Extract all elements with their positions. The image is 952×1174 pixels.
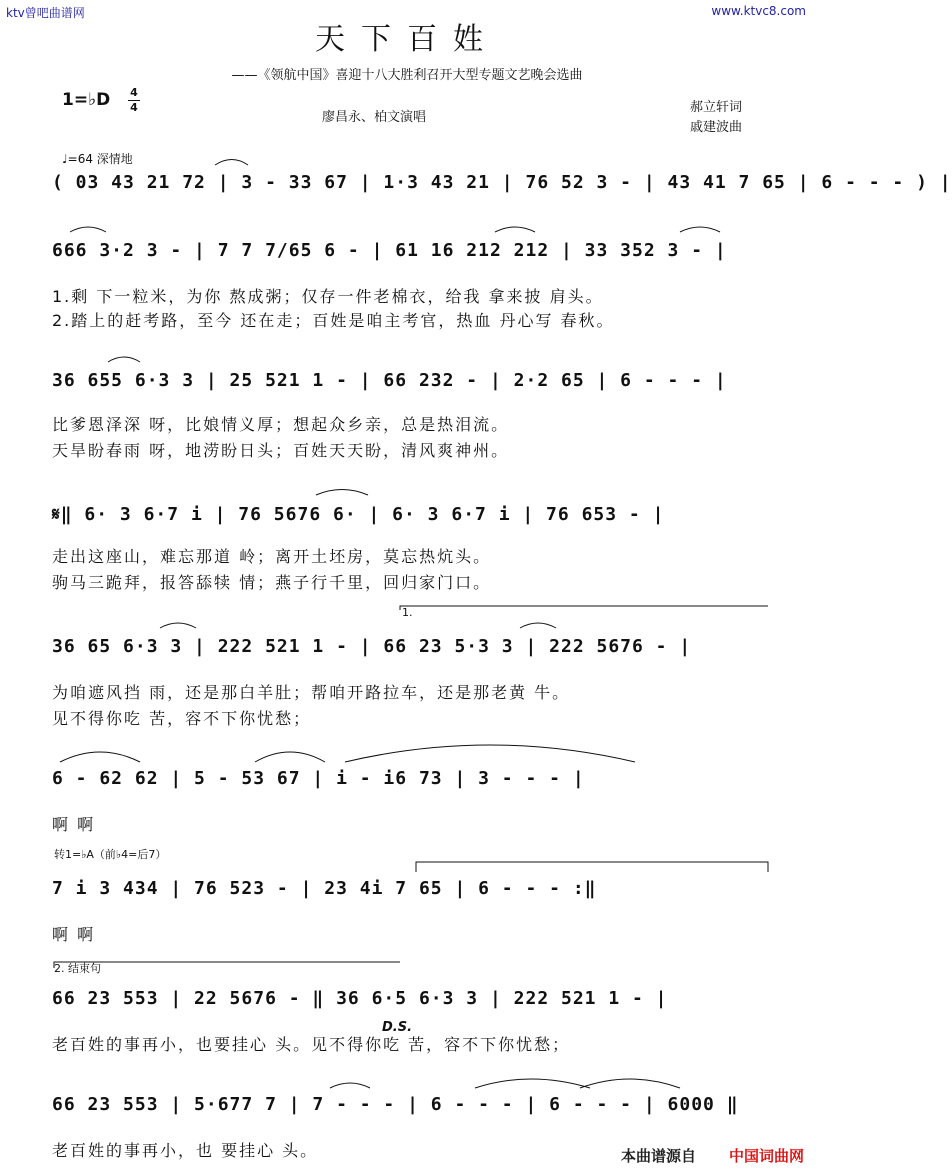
meter-top: 4 bbox=[130, 86, 138, 99]
slur bbox=[680, 227, 720, 232]
composer: 戚建波曲 bbox=[690, 120, 743, 135]
slur bbox=[580, 1079, 680, 1088]
modulation-mark: 转1=♭A（前♭4=后7） bbox=[54, 848, 167, 861]
watermark-right: www.ktvc8.com bbox=[711, 4, 806, 18]
slur bbox=[330, 1083, 370, 1088]
lyric-row-4-verse-2: 驹马三跪拜，报答舔犊 情；燕子行千里，回归家门口。 bbox=[52, 573, 492, 592]
slur bbox=[108, 357, 140, 362]
lyric-row-6: 啊 啊 bbox=[52, 815, 96, 834]
lyric-row-4-verse-1: 走出这座山，难忘那道 岭；离开土坯房，莫忘热炕头。 bbox=[52, 547, 492, 566]
slur bbox=[160, 623, 196, 628]
lyric-row-2-verse-2: 2.踏上的赶考路，至今 还在走；百姓是咱主考官，热血 丹心写 春秋。 bbox=[52, 311, 615, 330]
dal-segno-mark: D.S. bbox=[382, 1020, 413, 1035]
lyric-row-2-verse-1: 1.剩 下一粒米，为你 熬成粥；仅存一件老棉衣，给我 拿来披 肩头。 bbox=[52, 287, 604, 306]
notation-row-7: 7 i 3 434 | 76 523 - | 23 4i 7 65 | 6 - - - :‖ bbox=[52, 878, 597, 899]
notation-row-2: 666 3·2 3 - | 7 7 7/65 6 - | 61 16 212 212 | 33 352 3 - | bbox=[52, 240, 727, 261]
slur bbox=[495, 227, 535, 232]
volta-1-label: 1. bbox=[402, 606, 413, 619]
footer-site-link[interactable]: 中国词曲网 bbox=[728, 1147, 804, 1165]
slur bbox=[215, 160, 248, 166]
notation-row-3: 36 655 6·3 3 | 25 521 1 - | 66 232 - | 2·2 65 | 6 - - - | bbox=[52, 370, 727, 391]
slur bbox=[60, 752, 140, 762]
slur bbox=[345, 745, 635, 762]
volta-bracket bbox=[416, 862, 768, 872]
lyric-row-5-verse-1: 为咱遮风挡 雨，还是那白羊肚；帮咱开路拉车，还是那老黄 牛。 bbox=[52, 683, 571, 702]
key-signature: 1=♭D bbox=[62, 90, 111, 110]
lyric-row-8: 老百姓的事再小，也要挂心 头。见不得你吃 苦，容不下你忧愁； bbox=[52, 1035, 571, 1054]
lyric-row-3-verse-2: 天旱盼春雨 呀，地涝盼日头；百姓天天盼，清风爽神州。 bbox=[52, 441, 510, 460]
volta-1-bracket bbox=[400, 606, 768, 610]
notation-row-6: 6 - 62 62 | 5 - 53 67 | i - i6 73 | 3 - - - | bbox=[52, 768, 585, 789]
slur bbox=[316, 490, 368, 496]
notation-row-1: ( 03 43 21 72 | 3 - 33 67 | 1·3 43 21 | 76 52 3 - | 43 41 7 65 | 6 - - - ) | bbox=[52, 172, 952, 193]
notation-row-9: 66 23 553 | 5·677 7 | 7 - - - | 6 - - - | 6 - - - | 6000 ‖ bbox=[52, 1094, 739, 1115]
singers: 廖昌永、柏文演唱 bbox=[322, 110, 427, 125]
watermark-left: ktv曾吧曲谱网 bbox=[6, 6, 85, 20]
song-subtitle: ——《领航中国》喜迎十八大胜利召开大型专题文艺晚会选曲 bbox=[231, 68, 583, 83]
lyric-row-3-verse-1: 比爹恩泽深 呀，比娘情义厚；想起众乡亲，总是热泪流。 bbox=[52, 415, 510, 434]
slur bbox=[255, 752, 325, 762]
volta-2-label: 2. 结束句 bbox=[54, 962, 101, 975]
song-title: 天下百姓 bbox=[315, 22, 499, 57]
volta-2-bracket bbox=[54, 962, 400, 968]
notation-row-8: 66 23 553 | 22 5676 - ‖ 36 6·5 6·3 3 | 222 521 1 - | bbox=[52, 988, 668, 1009]
lyric-row-5-verse-2: 见不得你吃 苦，容不下你忧愁； bbox=[52, 709, 312, 728]
lyric-row-7: 啊 啊 bbox=[52, 925, 96, 944]
slur bbox=[475, 1079, 590, 1088]
notation-row-4: 𝄋‖ 6· 3 6·7 i | 76 5676 6· | 6· 3 6·7 i | 76 653 - | bbox=[52, 504, 665, 525]
lyric-row-9: 老百姓的事再小，也 要挂心 头。 bbox=[52, 1141, 319, 1160]
lyricist: 郝立轩词 bbox=[690, 100, 743, 115]
footer-source-label: 本曲谱源自 bbox=[620, 1147, 696, 1165]
slur bbox=[520, 623, 556, 628]
meter-bottom: 4 bbox=[130, 101, 138, 114]
tempo-mark: ♩=64 深情地 bbox=[62, 152, 133, 166]
slur bbox=[70, 227, 106, 232]
notation-row-5: 36 65 6·3 3 | 222 521 1 - | 66 23 5·3 3 | 222 5676 - | bbox=[52, 636, 692, 657]
